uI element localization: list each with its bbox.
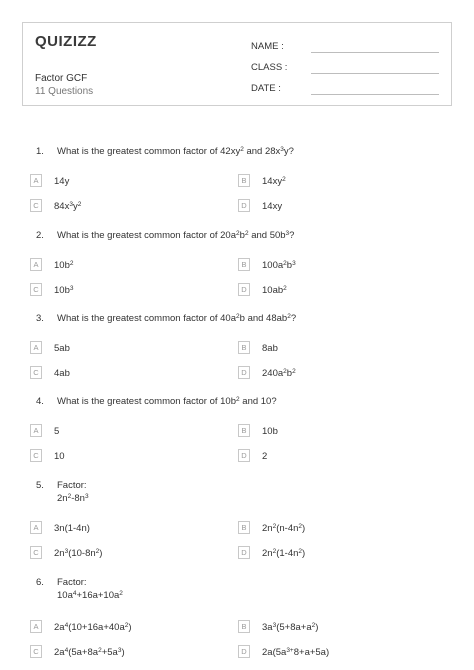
option-letter-box: D [238,645,250,658]
question-expression: $10a^4+16a+10a^2$ [57,590,123,601]
option-letter-box: A [30,521,42,534]
option-text: 8ab [262,343,278,354]
option-letter-box: A [30,424,42,437]
option-text: 10b [262,426,278,437]
option-text: 3n(1-4n) [54,523,90,534]
option-letter-box: B [238,341,250,354]
question-expression: $2n^2-8n^3$ [57,493,89,504]
date-field[interactable] [251,81,439,95]
question-number: 3. [36,313,44,324]
option-text: 10 [54,451,65,462]
option-text: $2a^4(10+16a+40a^2)$ [54,622,132,633]
option-text: 4ab [54,368,70,379]
option-text: $2a^4(5a+8a^2+5a^3)$ [54,647,125,658]
option-letter-box: C [30,366,42,379]
date-label: DATE : [251,83,281,94]
option-letter-box: D [238,366,250,379]
name-line [311,52,439,53]
option-text: $10ab^2$ [262,285,287,296]
question-number: 1. [36,146,44,157]
option-text: $10b^2$ [54,260,74,271]
class-field[interactable] [251,60,439,74]
question-number: 5. [36,480,44,491]
option-letter-box: D [238,546,250,559]
option-letter-box: C [30,449,42,462]
option-letter-box: D [238,449,250,462]
question-text: Factor: [57,480,87,491]
question-text: What is the greatest common factor of $10b^2$ and 10? [57,396,277,407]
option-text: $2n^2(n-4n^2)$ [262,523,306,534]
option-text: $14xy^2$ [262,176,286,187]
option-letter-box: A [30,620,42,633]
option-letter-box: C [30,199,42,212]
option-letter-box: C [30,645,42,658]
name-label: NAME : [251,41,284,52]
option-text: $100a^2b^3$ [262,260,296,271]
option-letter-box: B [238,521,250,534]
option-text: $240a^2b^2$ [262,368,296,379]
option-letter-box: B [238,174,250,187]
quizizz-logo: QUIZIZZ [35,33,97,50]
option-letter-box: B [238,424,250,437]
option-text: $10b^3$ [54,285,74,296]
date-line [311,94,439,95]
question-text: What is the greatest common factor of $20a^2b^2$ and $50b^3$? [57,230,295,241]
option-letter-box: C [30,546,42,559]
option-text: $2n^2(1-4n^2)$ [262,548,306,559]
name-field[interactable] [251,39,439,53]
question-count: 11 Questions [35,86,94,97]
class-line [311,73,439,74]
option-letter-box: B [238,258,250,271]
question-number: 2. [36,230,44,241]
worksheet-header [22,22,452,106]
option-letter-box: C [30,283,42,296]
option-letter-box: D [238,199,250,212]
option-letter-box: A [30,341,42,354]
option-text: $2a(5a^{3+}8+a+5a)$ [262,647,330,658]
option-letter-box: A [30,258,42,271]
option-text: 5ab [54,343,70,354]
question-number: 4. [36,396,44,407]
question-number: 6. [36,577,44,588]
option-letter-box: A [30,174,42,187]
option-text: 14xy [262,201,283,212]
option-text: $84x^3y^2$ [54,201,82,212]
question-text: What is the greatest common factor of $40a^2b$ and $48ab^2$? [57,313,297,324]
question-text: Factor: [57,577,87,588]
option-text: 2 [262,451,268,462]
option-text: 5 [54,426,60,437]
worksheet-title: Factor GCF [35,73,88,84]
class-label: CLASS : [251,62,288,73]
option-letter-box: D [238,283,250,296]
question-text: What is the greatest common factor of $42xy^2$ and $28x^3y$? [57,146,294,157]
option-text: $2n^3(10-8n^2)$ [54,548,103,559]
option-text: 14y [54,176,70,187]
option-letter-box: B [238,620,250,633]
option-text: $3a^3(5+8a+a^2)$ [262,622,319,633]
